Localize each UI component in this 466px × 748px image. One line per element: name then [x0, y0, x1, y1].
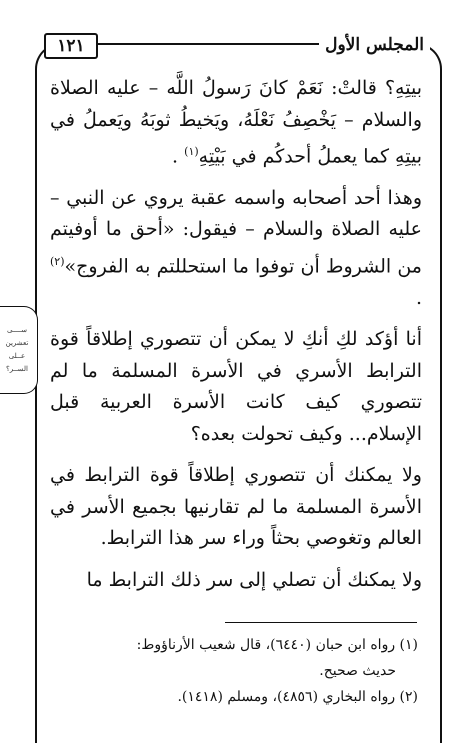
- footnote-1-continuation: حديث صحيح.: [319, 663, 396, 679]
- paragraph-2: [50, 183, 422, 314]
- footnote-ref-1: (١): [184, 145, 199, 158]
- running-header-title: المجلس الأول: [319, 34, 430, 56]
- paragraph-5: ولا يمكنك أن تصلي إلى سر ذلك الترابط ما: [86, 568, 422, 591]
- paragraph-2-end: .: [415, 286, 422, 309]
- body-text: [50, 73, 422, 606]
- page-number: ١٢١: [44, 33, 98, 59]
- paragraph-2-text: وهذا أحد أصحابه واسمه عقبة يروي عن النبي – عليه الصلاة والسلام – فيقول: «أحق ما أوفيتم من الشروط أن توفوا ما استحللتم به الفروج»: [50, 186, 422, 278]
- paragraph-3: أنا أؤكد لكِ أنكِ لا يمكن أن تتصوري إطلاقاً قوة الترابط الأسري في الأسرة المسلمة ما لم تتصوري كيف كانت الأسرة العربية قبل الإسلام... وكيف تحولت بعده؟: [50, 328, 422, 445]
- footnote-1: (١) رواه ابن حبان (٦٤٤٠)، قال شعيب الأرناؤوط:: [136, 637, 418, 653]
- footnotes: [50, 632, 418, 710]
- footnote-ref-2: (٢): [50, 254, 65, 268]
- paragraph-1-text: بيتِهِ؟ قالتْ: نَعَمْ كانَ رَسولُ اللَّه – عليه الصلاة والسلام – يَخْصِفُ نَعْلَهُ، ويَخيطُ ثوبَهُ ويَعملُ في بيتِهِ كما يعملُ أحدكُم في بَيْتِهِ: [50, 77, 422, 168]
- margin-note-line: عــلى: [8, 352, 26, 360]
- margin-note-line: ســــى: [7, 326, 27, 334]
- paragraph-1-end: .: [172, 145, 185, 168]
- paragraph-1: [50, 73, 422, 173]
- margin-note-line: الســر؟: [6, 365, 29, 373]
- footnote-divider: [225, 622, 417, 623]
- margin-note-line: تعشرين: [5, 339, 29, 347]
- footnote-2: (٢) رواه البخاري (٤٨٥٦)، ومسلم (١٤١٨).: [177, 689, 418, 705]
- margin-note: [0, 306, 38, 394]
- paragraph-4: ولا يمكنك أن تتصوري إطلاقاً قوة الترابط في الأسرة المسلمة ما لم تقارنيها بجميع الأسر في العالم وتغوصي بحثاً وراء سر هذا الترابط.: [50, 464, 422, 550]
